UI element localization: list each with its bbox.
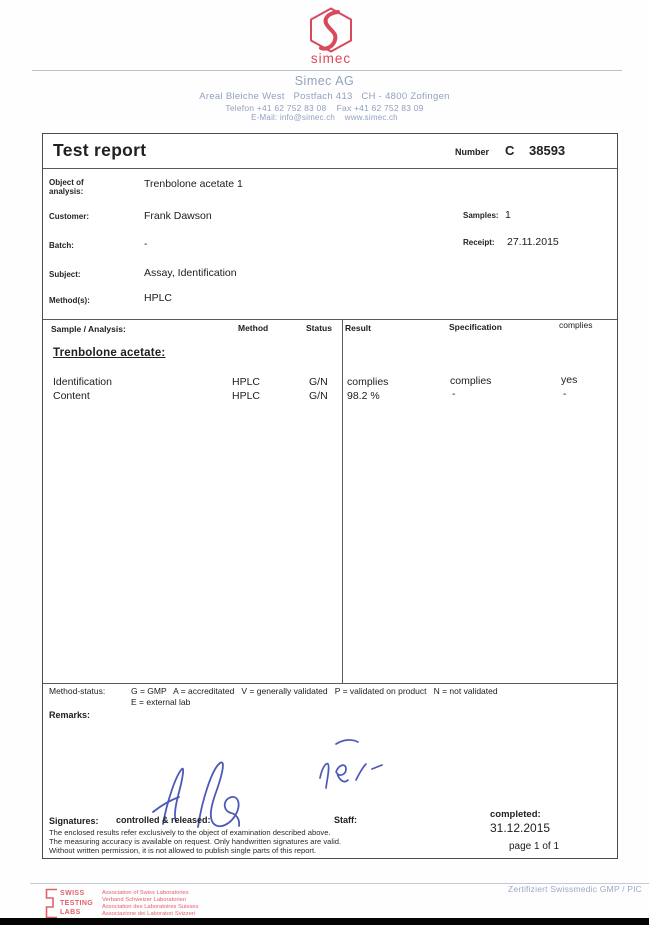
row2-result: 98.2 % — [347, 390, 380, 402]
row2-specification: - — [452, 388, 456, 400]
method-status-legend-line1: G = GMP A = accreditated V = generally validated P = validated on product N = not validated — [131, 686, 498, 696]
customer-label: Customer: — [49, 212, 90, 221]
certification-note: Zertifiziert Swissmedic GMP / PIC — [508, 884, 642, 894]
col-header-specification: Specification — [449, 322, 502, 332]
association-names — [102, 890, 198, 918]
col-header-complies: complies — [559, 320, 593, 330]
row1-complies: yes — [561, 374, 578, 386]
row2-analysis: Content — [53, 390, 90, 402]
report-number-value: 38593 — [529, 143, 566, 158]
report-number-label: Number — [455, 147, 490, 157]
simec-hexagon-s-logo-icon — [306, 7, 356, 53]
methods-value: HPLC — [144, 292, 173, 304]
row1-result: complies — [347, 376, 389, 388]
receipt-value: 27.11.2015 — [507, 236, 559, 248]
methods-label: Method(s): — [49, 296, 90, 305]
company-name: Simec AG — [294, 74, 355, 88]
simec-logo-wordmark: simec — [310, 51, 352, 66]
completed-label: completed: — [490, 809, 541, 820]
row1-analysis: Identification — [53, 376, 112, 388]
object-label-line1: Object of — [49, 178, 84, 187]
row1-status: G/N — [309, 376, 328, 388]
row2-method: HPLC — [232, 390, 261, 402]
col-header-result: Result — [345, 323, 371, 333]
result-column-divider — [342, 319, 343, 683]
letterhead-divider — [32, 70, 622, 71]
col-header-sample-analysis: Sample / Analysis: — [51, 324, 126, 334]
test-report-frame — [42, 133, 618, 859]
company-email-web: E-Mail: info@simec.ch www.simec.ch — [251, 113, 398, 122]
association-line-fr: Association des Laboratoires Suisses — [102, 903, 199, 910]
col-header-status: Status — [306, 323, 332, 333]
title-divider — [43, 168, 617, 169]
col-header-method: Method — [238, 323, 269, 333]
batch-label: Batch: — [49, 241, 74, 250]
stl-line-testing: TESTING — [60, 899, 94, 907]
staff-label: Staff: — [334, 815, 357, 825]
scan-edge-band — [0, 918, 649, 925]
form-divider — [43, 319, 617, 320]
remarks-label: Remarks: — [49, 710, 91, 720]
swiss-testing-labs-cross-logo-icon — [43, 888, 59, 919]
association-line-de: Verband Schweizer Laboratorien — [102, 896, 187, 903]
page-indicator: page 1 of 1 — [509, 841, 560, 852]
report-title: Test report — [53, 140, 147, 160]
row1-method: HPLC — [232, 376, 261, 388]
disclaimer-line3: Without written permission, it is not allowed to publish single parts of this report. — [49, 846, 317, 855]
staff-signature-handwriting-icon — [306, 736, 391, 806]
samples-value: 1 — [505, 209, 511, 221]
disclaimer-line1: The enclosed results refer exclusively to the object of examination described above. — [49, 828, 331, 837]
completed-date: 31.12.2015 — [490, 821, 551, 835]
report-number-prefix: C — [505, 143, 515, 158]
stl-line-swiss: SWISS — [60, 890, 85, 897]
row2-status: G/N — [309, 390, 328, 402]
disclaimer-line2: The measuring accuracy is available on request. Only handwritten signatures are valid. — [49, 837, 342, 846]
row2-complies: - — [563, 388, 567, 400]
samples-label: Samples: — [463, 211, 499, 220]
stl-line-labs: LABS — [60, 909, 81, 916]
row1-specification: complies — [450, 375, 492, 387]
association-line-it: Associazione dei Laboratori Svizzeri — [102, 910, 196, 917]
swiss-testing-labs-wordmark — [60, 889, 93, 918]
association-line-en: Association of Swiss Laboratories — [102, 890, 189, 896]
receipt-label: Receipt: — [463, 238, 495, 247]
controlled-released-label: controlled & released: — [116, 815, 211, 825]
object-value: Trenbolone acetate 1 — [144, 178, 243, 190]
table-bottom-divider — [43, 683, 617, 684]
method-status-label: Method-status: — [49, 686, 106, 696]
object-label-line2: analysis: — [49, 187, 84, 196]
customer-value: Frank Dawson — [144, 210, 212, 222]
subject-value: Assay, Identification — [144, 267, 237, 279]
company-phone-fax: Telefon +41 62 752 83 08 Fax +41 62 752 83 09 — [225, 103, 424, 113]
company-address: Areal Bleiche West Postfach 413 CH - 4800 Zofingen — [199, 91, 450, 102]
signatures-label: Signatures: — [49, 816, 99, 826]
batch-value: - — [144, 238, 148, 250]
analyte-group-heading: Trenbolone acetate: — [53, 347, 166, 359]
subject-label: Subject: — [49, 270, 81, 279]
method-status-legend-line2: E = external lab — [131, 697, 191, 707]
